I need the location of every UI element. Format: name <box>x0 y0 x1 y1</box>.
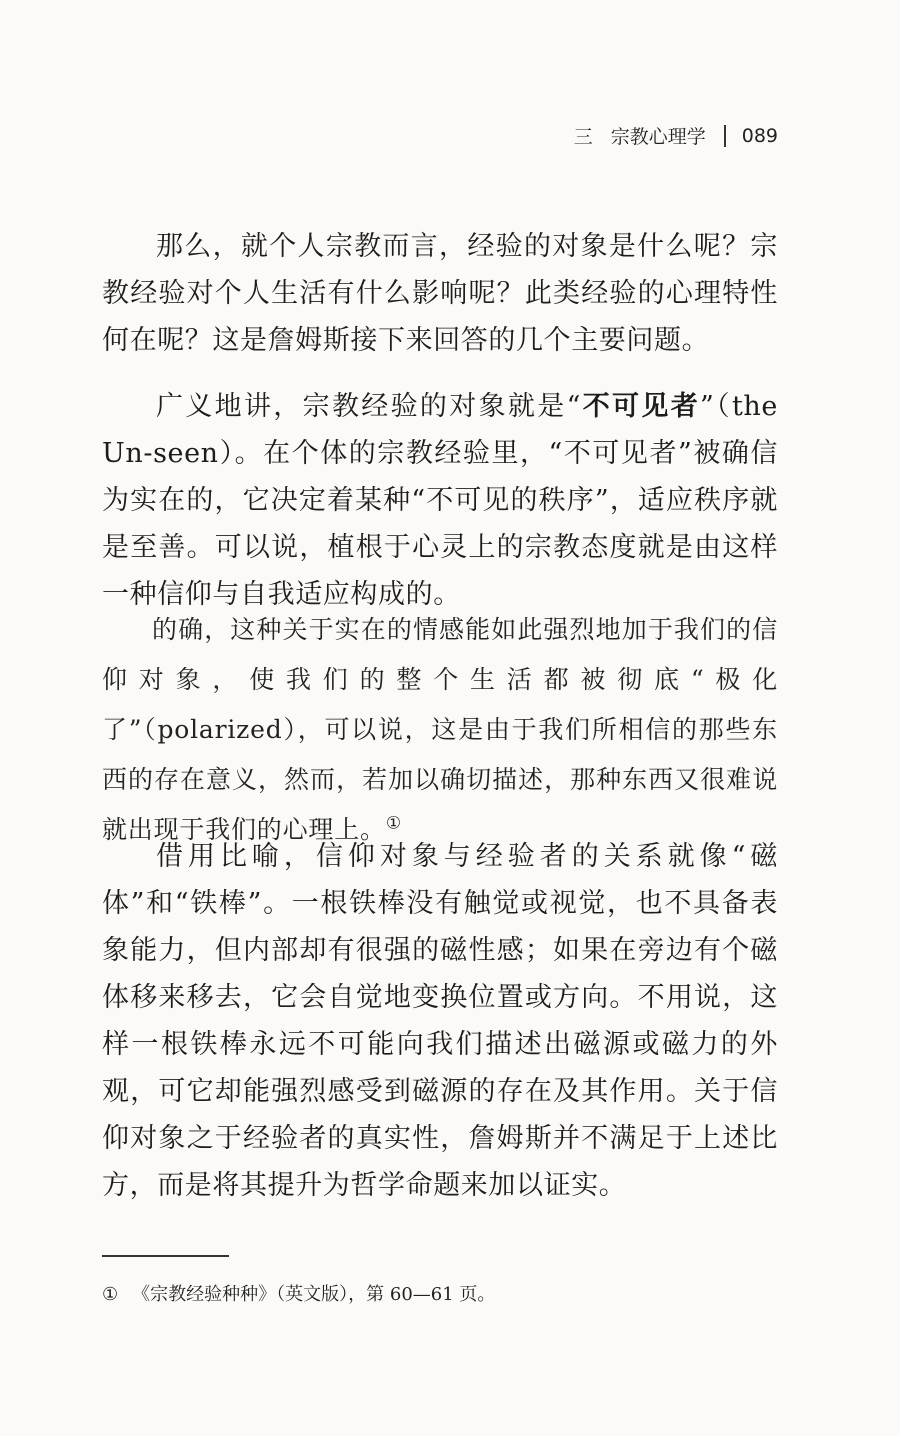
header-separator <box>724 125 726 147</box>
paragraph-2-after: ”（the Un-seen）。在个体的宗教经验里，“不可见者”被确信为实在的，它决定着某种“不可见的秩序”，适应秩序就是至善。可以说，植根于心灵上的宗教态度就是由这样一种信仰与自我适应构成的。 <box>102 391 778 610</box>
quote-body: 的确，这种关于实在的情感能如此强烈地加于我们的信仰对象，使我们的整个生活都被彻底“极化了”（polarized），可以说，这是由于我们所相信的那些东西的存在意义，然而，若加以确切描述，那种东西又很难说就出现于我们的心理上。 <box>102 615 778 844</box>
footnote-divider <box>102 1255 229 1257</box>
paragraph-1-text: 那么，就个人宗教而言，经验的对象是什么呢？宗教经验对个人生活有什么影响呢？此类经验的心理特性何在呢？这是詹姆斯接下来回答的几个主要问题。 <box>102 231 778 356</box>
footnote-reference: ① <box>385 813 402 834</box>
page-number: 089 <box>741 124 778 147</box>
paragraph-2-text <box>102 383 778 618</box>
bold-term: 不可见者 <box>580 391 701 422</box>
paragraph-2-before: 广义地讲，宗教经验的对象就是“ <box>156 391 581 422</box>
footnote <box>102 1280 778 1310</box>
paragraph-2 <box>102 383 778 618</box>
block-quote <box>102 605 778 855</box>
footnote-text: 《宗教经验种种》（英文版），第 60—61 页。 <box>132 1284 496 1305</box>
paragraph-3-text: 借用比喻，信仰对象与经验者的关系就像“磁体”和“铁棒”。一根铁棒没有触觉或视觉，也不具备表象能力，但内部却有很强的磁性感；如果在旁边有个磁体移来移去，它会自觉地变换位置或方向。不用说，这样一根铁棒永远不可能向我们描述出磁源或磁力的外观，可它却能强烈感受到磁源的存在及其作用。关于信仰对象之于经验者的真实性，詹姆斯并不满足于上述比方，而是将其提升为哲学命题来加以证实。 <box>102 841 778 1201</box>
paragraph-3 <box>102 833 778 1209</box>
block-quote-text <box>102 605 778 855</box>
running-header <box>574 122 778 149</box>
chapter-number: 三 <box>573 126 593 148</box>
footnote-number: ① <box>102 1284 119 1305</box>
chapter-title: 宗教心理学 <box>610 126 706 148</box>
paragraph-1 <box>102 223 778 364</box>
